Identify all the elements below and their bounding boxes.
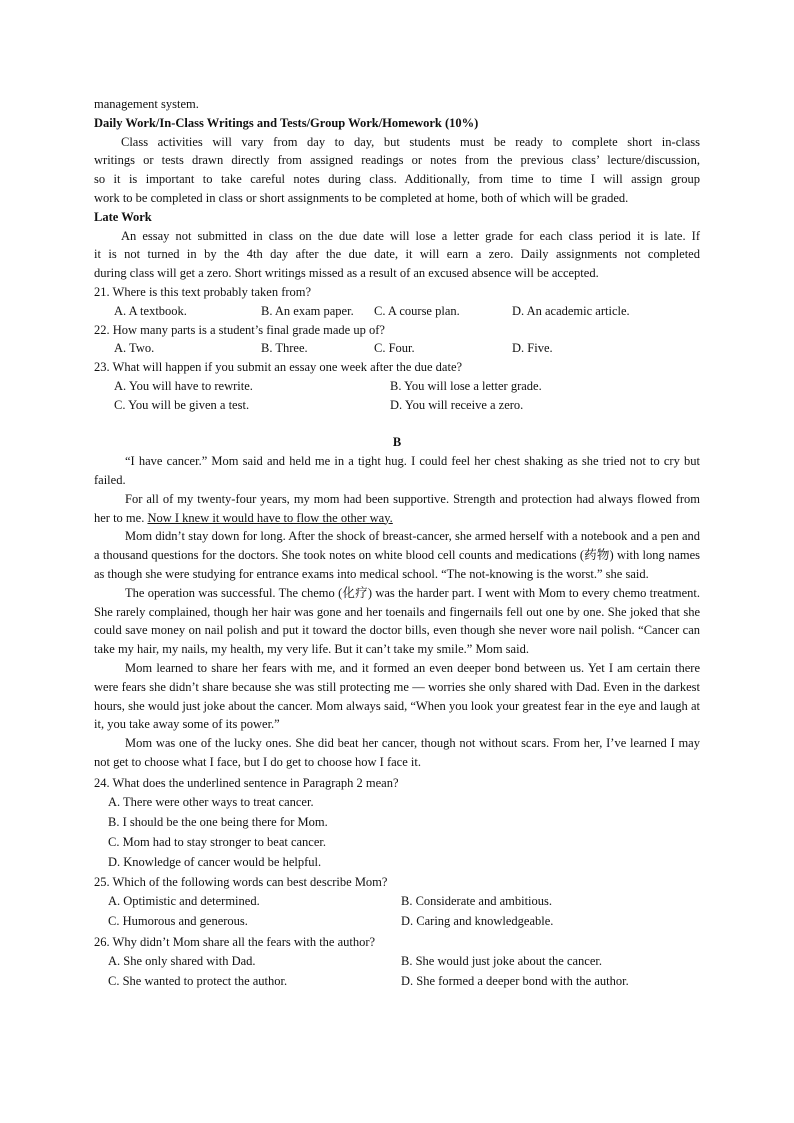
underlined-sentence: Now I knew it would have to flow the other way. (147, 510, 393, 525)
late-work-heading: Late Work (94, 209, 152, 224)
option-a: A. She only shared with Dad. (108, 954, 256, 969)
option-a: A. Two. (114, 341, 155, 356)
passage-paragraph-2 (94, 490, 700, 528)
option-b: B. Three. (261, 341, 308, 356)
spacer (94, 415, 700, 434)
text-line: it is not turned in by the 4th day after the due date, it will earn a zero. Daily assignments not completed (94, 247, 700, 262)
options-row (94, 302, 700, 321)
passage-paragraph-3: Mom didn’t stay down for long. After the shock of breast-cancer, she armed herself with a notebook and a pen and a thousand questions for the doctors. She took notes on white blood cell counts and medications (药物) with long names as though she were studying for entrance exams into medical school. “The not-knowing is the worst.” she said. (94, 529, 700, 581)
late-work-paragraph (94, 227, 700, 283)
text-line: so it is important to take careful notes during class. Additionally, from time to time I will assign group (94, 172, 700, 187)
options-row (94, 339, 700, 358)
question-23 (94, 358, 700, 414)
options-row (94, 952, 700, 972)
text-line: during class will get a zero. Short writings missed as a result of an excused absence will be accepted. (94, 266, 599, 281)
daily-work-paragraph (94, 133, 700, 208)
option-b: B. You will lose a letter grade. (390, 378, 542, 393)
options-row (94, 912, 700, 932)
option-d: D. An academic article. (512, 303, 630, 318)
passage-paragraph-4: The operation was successful. The chemo (化疗) was the harder part. I went with Mom to every chemo treatment. She rarely complained, though her hair was gone and her toenails and fingernails fell out one by one. She joked that she could save money on nail polish and put it toward the doctor bills, even though she never wore nail polish. “Cancer can take my hair, my nails, my health, my very life. But it can’t take my smile.” Mom said. (94, 585, 700, 657)
option-d: D. Five. (512, 341, 553, 356)
paragraph-text: For all of my twenty-four years, my mom had been supportive. Strength and protection had always flowed from her to me. (94, 491, 700, 525)
question-stem: 22. How many parts is a student’s final grade made up of? (94, 322, 385, 337)
question-25 (94, 872, 700, 932)
option-b: B. She would just joke about the cancer. (401, 954, 603, 969)
text-line: Class activities will vary from day to day, but students must be ready to complete short in-class (121, 134, 700, 149)
question-stem: 21. Where is this text probably taken from? (94, 284, 312, 299)
option-d: D. You will receive a zero. (390, 397, 524, 412)
question-26 (94, 932, 700, 992)
options-row (94, 972, 700, 992)
options-row (94, 396, 700, 415)
option-c: C. A course plan. (374, 303, 460, 318)
options-row (94, 377, 700, 396)
text-line: writings or tests drawn directly from assigned readings or notes from the previous class’ lecture/discussion, (94, 153, 700, 168)
question-stem: 24. What does the underlined sentence in Paragraph 2 mean? (94, 775, 399, 790)
option-b: B. I should be the one being there for Mom. (108, 815, 328, 830)
question-stem: 25. Which of the following words can best describe Mom? (94, 875, 388, 890)
question-stem: 26. Why didn’t Mom share all the fears with the author? (94, 935, 376, 950)
question-22 (94, 321, 700, 359)
option-c: C. Four. (374, 341, 415, 356)
daily-work-heading: Daily Work/In-Class Writings and Tests/Group Work/Homework (10%) (94, 115, 479, 130)
option-a: A. A textbook. (114, 303, 187, 318)
question-21 (94, 283, 700, 321)
option-a: A. There were other ways to treat cancer. (108, 795, 314, 810)
option-c: C. She wanted to protect the author. (108, 974, 288, 989)
option-a: A. You will have to rewrite. (114, 378, 253, 393)
option-c: C. Mom had to stay stronger to beat cancer. (108, 835, 326, 850)
option-c: C. Humorous and generous. (108, 914, 248, 929)
document-page (94, 95, 700, 992)
carryover-text: management system. (94, 97, 199, 111)
option-a: A. Optimistic and determined. (108, 894, 260, 909)
passage-paragraph-1: “I have cancer.” Mom said and held me in a tight hug. I could feel her chest shaking as she tried not to cry but failed. (94, 454, 700, 487)
passage-paragraph-6: Mom was one of the lucky ones. She did beat her cancer, though not without scars. From her, I’ve learned I may not get to choose what I face, but I do get to choose how I face it. (94, 736, 700, 769)
option-b: B. Considerate and ambitious. (401, 894, 553, 909)
question-stem: 23. What will happen if you submit an essay one week after the due date? (94, 360, 463, 375)
option-d: D. Knowledge of cancer would be helpful. (108, 855, 322, 870)
option-d: D. She formed a deeper bond with the author. (401, 974, 629, 989)
text-line: work to be completed in class or short assignments to be completed at home, both of which will be graded. (94, 190, 629, 205)
text-line: An essay not submitted in class on the due date will lose a letter grade for each class period it is late. If (121, 228, 700, 243)
section-b-label: B (392, 435, 402, 450)
option-d: D. Caring and knowledgeable. (401, 914, 554, 929)
question-24 (94, 774, 700, 873)
passage-paragraph-5: Mom learned to share her fears with me, and it formed an even deeper bond between us. Yet I am certain there were fears she didn’t share because she was still protecting me — worries she only shared with Dad. Even in the darkest hours, she would just joke about the cancer. Mom always said, “When you look your greatest fear in the eye and laugh at it, you take away some of its power.” (94, 660, 700, 732)
option-b: B. An exam paper. (261, 303, 354, 318)
options-row (94, 892, 700, 912)
option-c: C. You will be given a test. (114, 397, 250, 412)
